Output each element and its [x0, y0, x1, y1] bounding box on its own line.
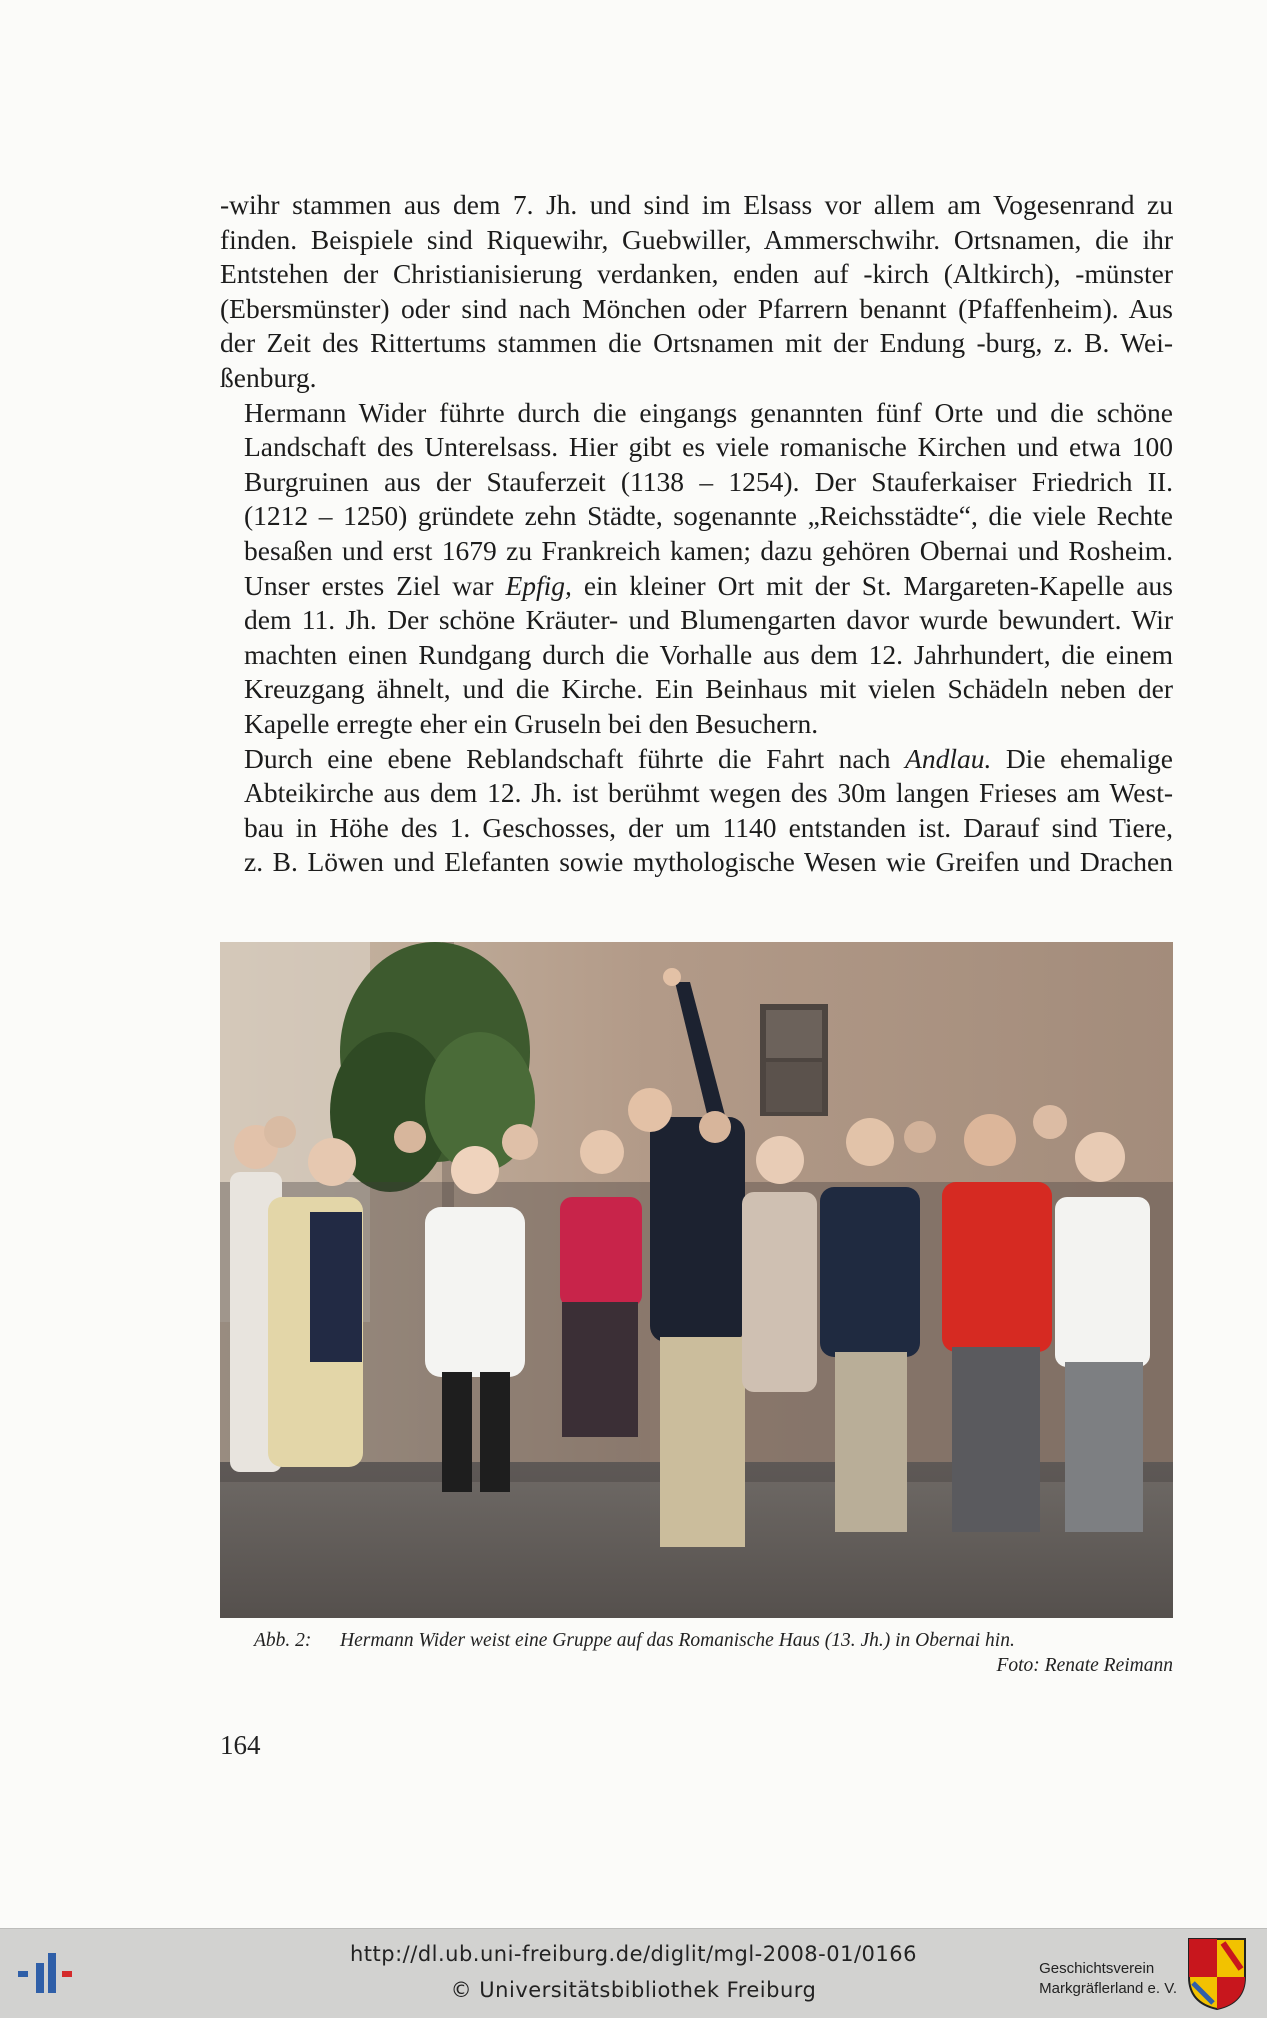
photo-illustration	[220, 942, 1173, 1618]
text-line: Kreuzgang ähnelt, und die Kirche. Ein Beinhaus mit vielen Schädeln neben der	[244, 673, 1173, 705]
photo-credit: Foto: Renate Reimann	[996, 1655, 1173, 1676]
caption-label: Abb. 2:	[254, 1630, 312, 1651]
text-line: Landschaft des Unterelsass. Hier gibt es viele romanische Kirchen und etwa 100	[244, 431, 1173, 463]
text-line: Burgruinen aus der Stauferzeit (1138 – 1254). Der Stauferkaiser Friedrich II.	[244, 465, 1173, 497]
text-line: Kapelle erregte eher ein Gruseln bei den Besuchern.	[244, 707, 819, 739]
text-line: Abteikirche aus dem 12. Jh. ist berühmt wegen des 30m langen Frieses am West-	[244, 777, 1173, 809]
text-line: Entstehen der Christianisierung verdanken, enden auf -kirch (Altkirch), -münster	[220, 258, 1173, 290]
text-line: (1212 – 1250) gründete zehn Städte, sogenannte „Reichsstädte“, die viele Rechte	[244, 500, 1173, 532]
figure-caption	[220, 1628, 1173, 1678]
text-line: finden. Beispiele sind Riquewihr, Guebwiller, Ammerschwihr. Ortsnamen, die ihr	[220, 223, 1173, 255]
document-url[interactable]: http://dl.ub.uni-freiburg.de/diglit/mgl-2008-01/0166	[349, 1942, 917, 1966]
caption-text: Hermann Wider weist eine Gruppe auf das Romanische Haus (13. Jh.) in Obernai hin.	[340, 1630, 1015, 1651]
paragraph	[220, 742, 1173, 880]
coat-of-arms-icon	[1187, 1937, 1247, 2011]
society-line-1: Geschichtsverein	[1039, 1960, 1155, 1977]
text-line: Hermann Wider führte durch die eingangs genannten fünf Orte und die schöne	[244, 396, 1173, 428]
text-line: ßenburg.	[220, 361, 317, 393]
text-line: z. B. Löwen und Elefanten sowie mythologische Wesen wie Greifen und Drachen	[244, 846, 1173, 878]
body-text	[220, 188, 1173, 880]
text-line: der Zeit des Rittertums stammen die Ortsnamen mit der Endung -burg, z. B. Wei-	[220, 327, 1173, 359]
society-line-2: Markgräflerland e. V.	[1039, 1980, 1177, 1997]
group-photo	[220, 942, 1173, 1618]
text-line: machten einen Rundgang durch die Vorhalle aus dem 12. Jahrhundert, die einem	[244, 638, 1173, 670]
society-name	[1039, 1959, 1177, 1999]
text-line: Durch eine ebene Reblandschaft führte die Fahrt nach Andlau. Die ehemalige	[244, 742, 1174, 774]
footer-bar	[0, 1928, 1267, 2018]
text-line: dem 11. Jh. Der schöne Kräuter- und Blumengarten davor wurde bewundert. Wir	[244, 604, 1173, 636]
copyright-text: © Universitätsbibliothek Freiburg	[450, 1978, 817, 2002]
paragraph	[220, 396, 1173, 742]
text-line: besaßen und erst 1679 zu Frankreich kamen; dazu gehören Obernai und Rosheim.	[244, 534, 1173, 566]
text-line: -wihr stammen aus dem 7. Jh. und sind im Elsass vor allem am Vogesenrand zu	[220, 189, 1173, 220]
text-line: Unser erstes Ziel war Epfig, ein kleiner Ort mit der St. Margareten-Kapelle aus	[244, 569, 1173, 601]
paragraph	[220, 188, 1173, 396]
text-line: bau in Höhe des 1. Geschosses, der um 1140 entstanden ist. Darauf sind Tiere,	[244, 811, 1173, 843]
page-number: 164	[220, 1730, 261, 1760]
text-line: (Ebersmünster) oder sind nach Mönchen oder Pfarrern benannt (Pfaffenheim). Aus	[220, 292, 1173, 324]
